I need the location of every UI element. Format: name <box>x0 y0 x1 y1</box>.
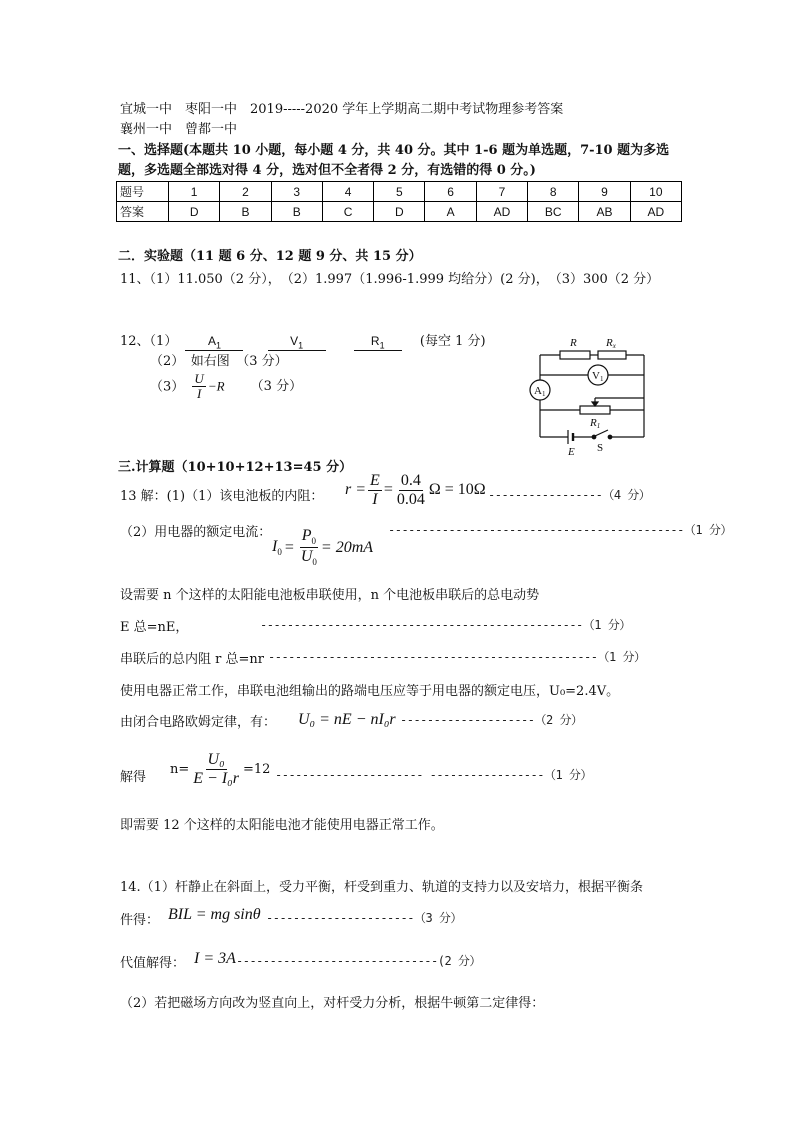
rheostat <box>580 406 610 414</box>
table-cell: 8 <box>528 182 579 202</box>
q13-score-4: -------------------------------------------------（1 分） <box>268 650 646 664</box>
resistor-rx <box>598 351 626 359</box>
q14-score-1: ----------------------（3 分） <box>266 911 462 925</box>
table-row-numbers <box>117 182 682 202</box>
label-r1: R1 <box>590 417 601 430</box>
q14-line-4: （2）若把磁场方向改为竖直向上，对杆受力分析，根据牛顿第二定律得： <box>120 996 545 1011</box>
q14-line-1: 14.（1）杆静止在斜面上，受力平衡，杆受到重力、轨道的支持力以及安培力，根据平衡条 <box>120 880 643 895</box>
label-rx: Rx <box>606 337 616 350</box>
table-cell: 9 <box>579 182 630 202</box>
table-cell: AD <box>476 202 527 222</box>
table-cell: D <box>169 202 220 222</box>
q12-blank-3: $R_1$ <box>354 334 402 351</box>
row-label-answer: 答案 <box>117 202 169 222</box>
q13-formula-2: $I_0$ = $\frac{P_0}{U_0}$ = 20mA <box>272 527 374 568</box>
table-cell: C <box>322 202 373 222</box>
q13-line-1: 设需要 n 个这样的太阳能电池板串联使用，n 个电池板串联后的总电动势 <box>120 588 540 603</box>
section1-title: 一、选择题(本题共 10 小题，每小题 4 分，共 40 分。其中 1-6 题为单选题，7-10 题为多选 <box>118 143 670 158</box>
label-s: S <box>597 442 604 454</box>
q13-line-6-label: 解得 <box>120 770 147 785</box>
resistor-r <box>560 351 590 359</box>
q13-line-2: E 总=nE， <box>120 620 189 635</box>
section3-title: 三.计算题（10+10+12+13=45 分） <box>118 460 353 475</box>
q11-answer: 11、（1）11.050（2 分）， （2）1.997（1.996-1.999 均给分）(2 分)， （3）300（2 分） <box>120 272 660 287</box>
section1-title-2: 题，多选题全部选对得 4 分，选对但不全者得 2 分，有选错的得 0 分。) <box>118 163 536 178</box>
q13-conclusion: 即需要 12 个这样的太阳能电池才能使用电器正常工作。 <box>120 818 444 833</box>
table-cell: AB <box>579 202 630 222</box>
table-cell: 6 <box>425 182 476 202</box>
q12-label: 12、（1） <box>120 334 178 349</box>
q13-score-2: --------------------------------------------（1 分） <box>388 523 732 537</box>
q12-blank-2: $V_1$ <box>268 334 326 351</box>
q13-score-1: -----------------（4 分） <box>488 488 651 502</box>
header-line-1: 宜城一中 枣阳一中 2019-----2020 学年上学期高二期中考试物理参考答案 <box>120 102 564 117</box>
table-cell: AD <box>630 202 681 222</box>
label-v: V1 <box>592 370 604 383</box>
q13-line-4: 使用电器正常工作，串联电池组输出的路端电压应等于用电器的额定电压，U₀=2.4V。 <box>120 684 620 699</box>
q13-score-5: --------------------（2 分） <box>400 713 583 727</box>
q12-fraction: $\frac{U}{I}$ <box>194 371 204 402</box>
circuit-diagram <box>520 330 660 460</box>
q13-formula-1: r = $\frac{E}{I}$ = $\frac{0.4}{0.04}$ Ω = 10Ω <box>345 472 486 508</box>
label-e: E <box>568 446 575 458</box>
q14-equation-1: BIL = mg sinθ <box>168 906 261 923</box>
table-cell: 4 <box>322 182 373 202</box>
table-cell: 7 <box>476 182 527 202</box>
q14-line-2: 件得： <box>120 913 160 928</box>
table-cell: 1 <box>169 182 220 202</box>
q13-line-3: 串联后的总内阻 r 总=nr <box>120 652 264 667</box>
table-cell: D <box>374 202 425 222</box>
table-cell: B <box>271 202 322 222</box>
answer-table <box>116 181 682 222</box>
q12-blank-1: $A_1$ <box>185 334 243 351</box>
table-cell: A <box>425 202 476 222</box>
table-cell: 2 <box>220 182 271 202</box>
table-row-answers <box>117 202 682 222</box>
q14-score-2: ------------------------------(2 分） <box>236 954 481 968</box>
label-r: R <box>570 337 577 349</box>
q12-line-1 <box>120 330 486 351</box>
switch <box>595 430 608 436</box>
q13-part-2: （2）用电器的额定电流： <box>120 525 272 540</box>
q12-note: (每空 1 分) <box>419 334 486 349</box>
row-label-number: 题号 <box>117 182 169 202</box>
q14-equation-2: I = 3A <box>194 950 236 967</box>
q12-line-3: （3） $\frac{U}{I}$ −R （3 分） <box>150 371 303 402</box>
table-cell: B <box>220 202 271 222</box>
q13-score-6: ---------------------- -----------------（1 分） <box>275 768 592 782</box>
table-cell: 3 <box>271 182 322 202</box>
q13-intro: 13 解：(1)（1）该电池板的内阻： <box>120 489 324 504</box>
section2-title: 二．实验题（11 题 6 分、12 题 9 分、共 15 分） <box>118 249 422 264</box>
header-line-2: 襄州一中 曾都一中 <box>120 122 238 137</box>
q13-equation: U₀ = nE − nI₀r <box>298 711 396 728</box>
q13-solution: n= $\frac{\text{U₀}}{\text{E − I₀r}}$ =12 <box>170 751 271 787</box>
q13-line-5: 由闭合电路欧姆定律，有： <box>120 715 277 730</box>
q14-line-3: 代值解得： <box>120 956 186 971</box>
table-cell: 10 <box>630 182 681 202</box>
q12-line-2: （2） 如右图 （3 分） <box>150 354 288 369</box>
q13-score-3: ------------------------------------------------（1 分） <box>260 618 631 632</box>
label-a: A1 <box>534 385 546 398</box>
table-cell: BC <box>528 202 579 222</box>
table-cell: 5 <box>374 182 425 202</box>
